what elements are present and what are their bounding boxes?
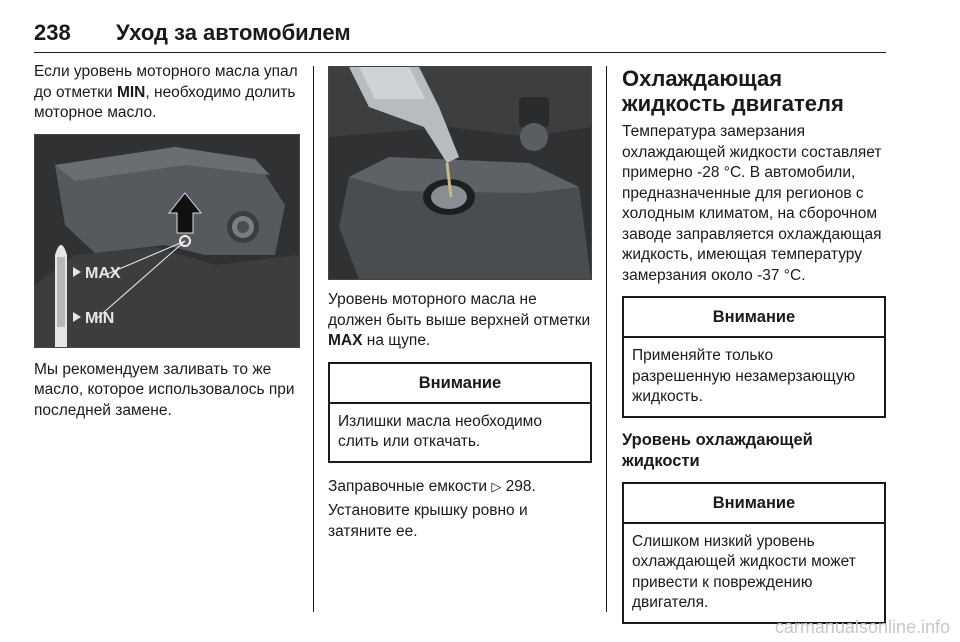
engine-dipstick-illustration bbox=[34, 134, 300, 348]
column-3 bbox=[622, 62, 886, 624]
text-span: Уровень моторного масла не должен быть выше верхней отметки bbox=[328, 291, 591, 329]
notice-body: Слишком низкий уровень охлаждающей жидкости может привести к повреждению двигателя. bbox=[632, 532, 856, 611]
page-number: 238 bbox=[34, 20, 71, 45]
cross-reference-icon: ▷ bbox=[491, 478, 502, 494]
notice-box-excess-oil bbox=[328, 362, 592, 463]
notice-body: Излишки масла необходимо слить или откачать. bbox=[338, 412, 542, 450]
column-divider-right bbox=[606, 66, 607, 612]
section-title: Охлаждающая жидкость двигателя bbox=[622, 66, 844, 116]
text-span: Заправочные емкости bbox=[328, 477, 492, 495]
oil-recommendation-paragraph: Мы рекомендуем заливать то же масло, которое использовалось при последней замене. bbox=[34, 360, 295, 419]
notice-title: Внимание bbox=[624, 298, 884, 338]
chapter-title: Уход за автомобилем bbox=[116, 20, 351, 45]
text-span: на щупе. bbox=[362, 332, 431, 349]
column-2 bbox=[328, 62, 592, 542]
min-mark-bold: MIN bbox=[116, 83, 146, 101]
header-rule bbox=[34, 52, 886, 53]
notice-body: Применяйте только разрешенную незамерзающую жидкость. bbox=[632, 347, 856, 405]
max-mark-label: MAX bbox=[85, 264, 121, 282]
notice-box-low-coolant bbox=[622, 482, 886, 624]
oil-refill-paragraph bbox=[34, 62, 300, 124]
capacities-reference bbox=[328, 477, 592, 498]
max-mark-bold: MAX bbox=[328, 332, 363, 349]
subsection-title: Уровень охлаждающей жидкости bbox=[622, 430, 813, 470]
text-span: Если уровень моторного масла упал до отметки bbox=[34, 63, 298, 101]
watermark: carmanualsonline.info bbox=[774, 617, 950, 637]
column-1 bbox=[34, 62, 300, 421]
text-span: , необходимо долить моторное масло. bbox=[34, 83, 296, 121]
oil-pouring-illustration bbox=[328, 66, 592, 280]
notice-title: Внимание bbox=[330, 364, 590, 404]
install-cap-paragraph: Установите крышку ровно и затяните ее. bbox=[328, 502, 528, 540]
coolant-intro-paragraph: Температура замерзания охлаждающей жидкости составляет примерно -28 °C. В автомобили, предназначенные для регионов с холодным климатом, на сборочном заводе заправляется охлаждающая жидкость, имеющая температуру замерзания около -37 °C. bbox=[622, 123, 882, 284]
min-mark-label: MIN bbox=[85, 309, 115, 327]
notice-box-approved-coolant bbox=[622, 296, 886, 418]
max-level-paragraph bbox=[328, 290, 592, 352]
page-reference[interactable]: 298. bbox=[505, 477, 536, 495]
column-divider-left bbox=[313, 66, 314, 612]
notice-title: Внимание bbox=[624, 484, 884, 524]
